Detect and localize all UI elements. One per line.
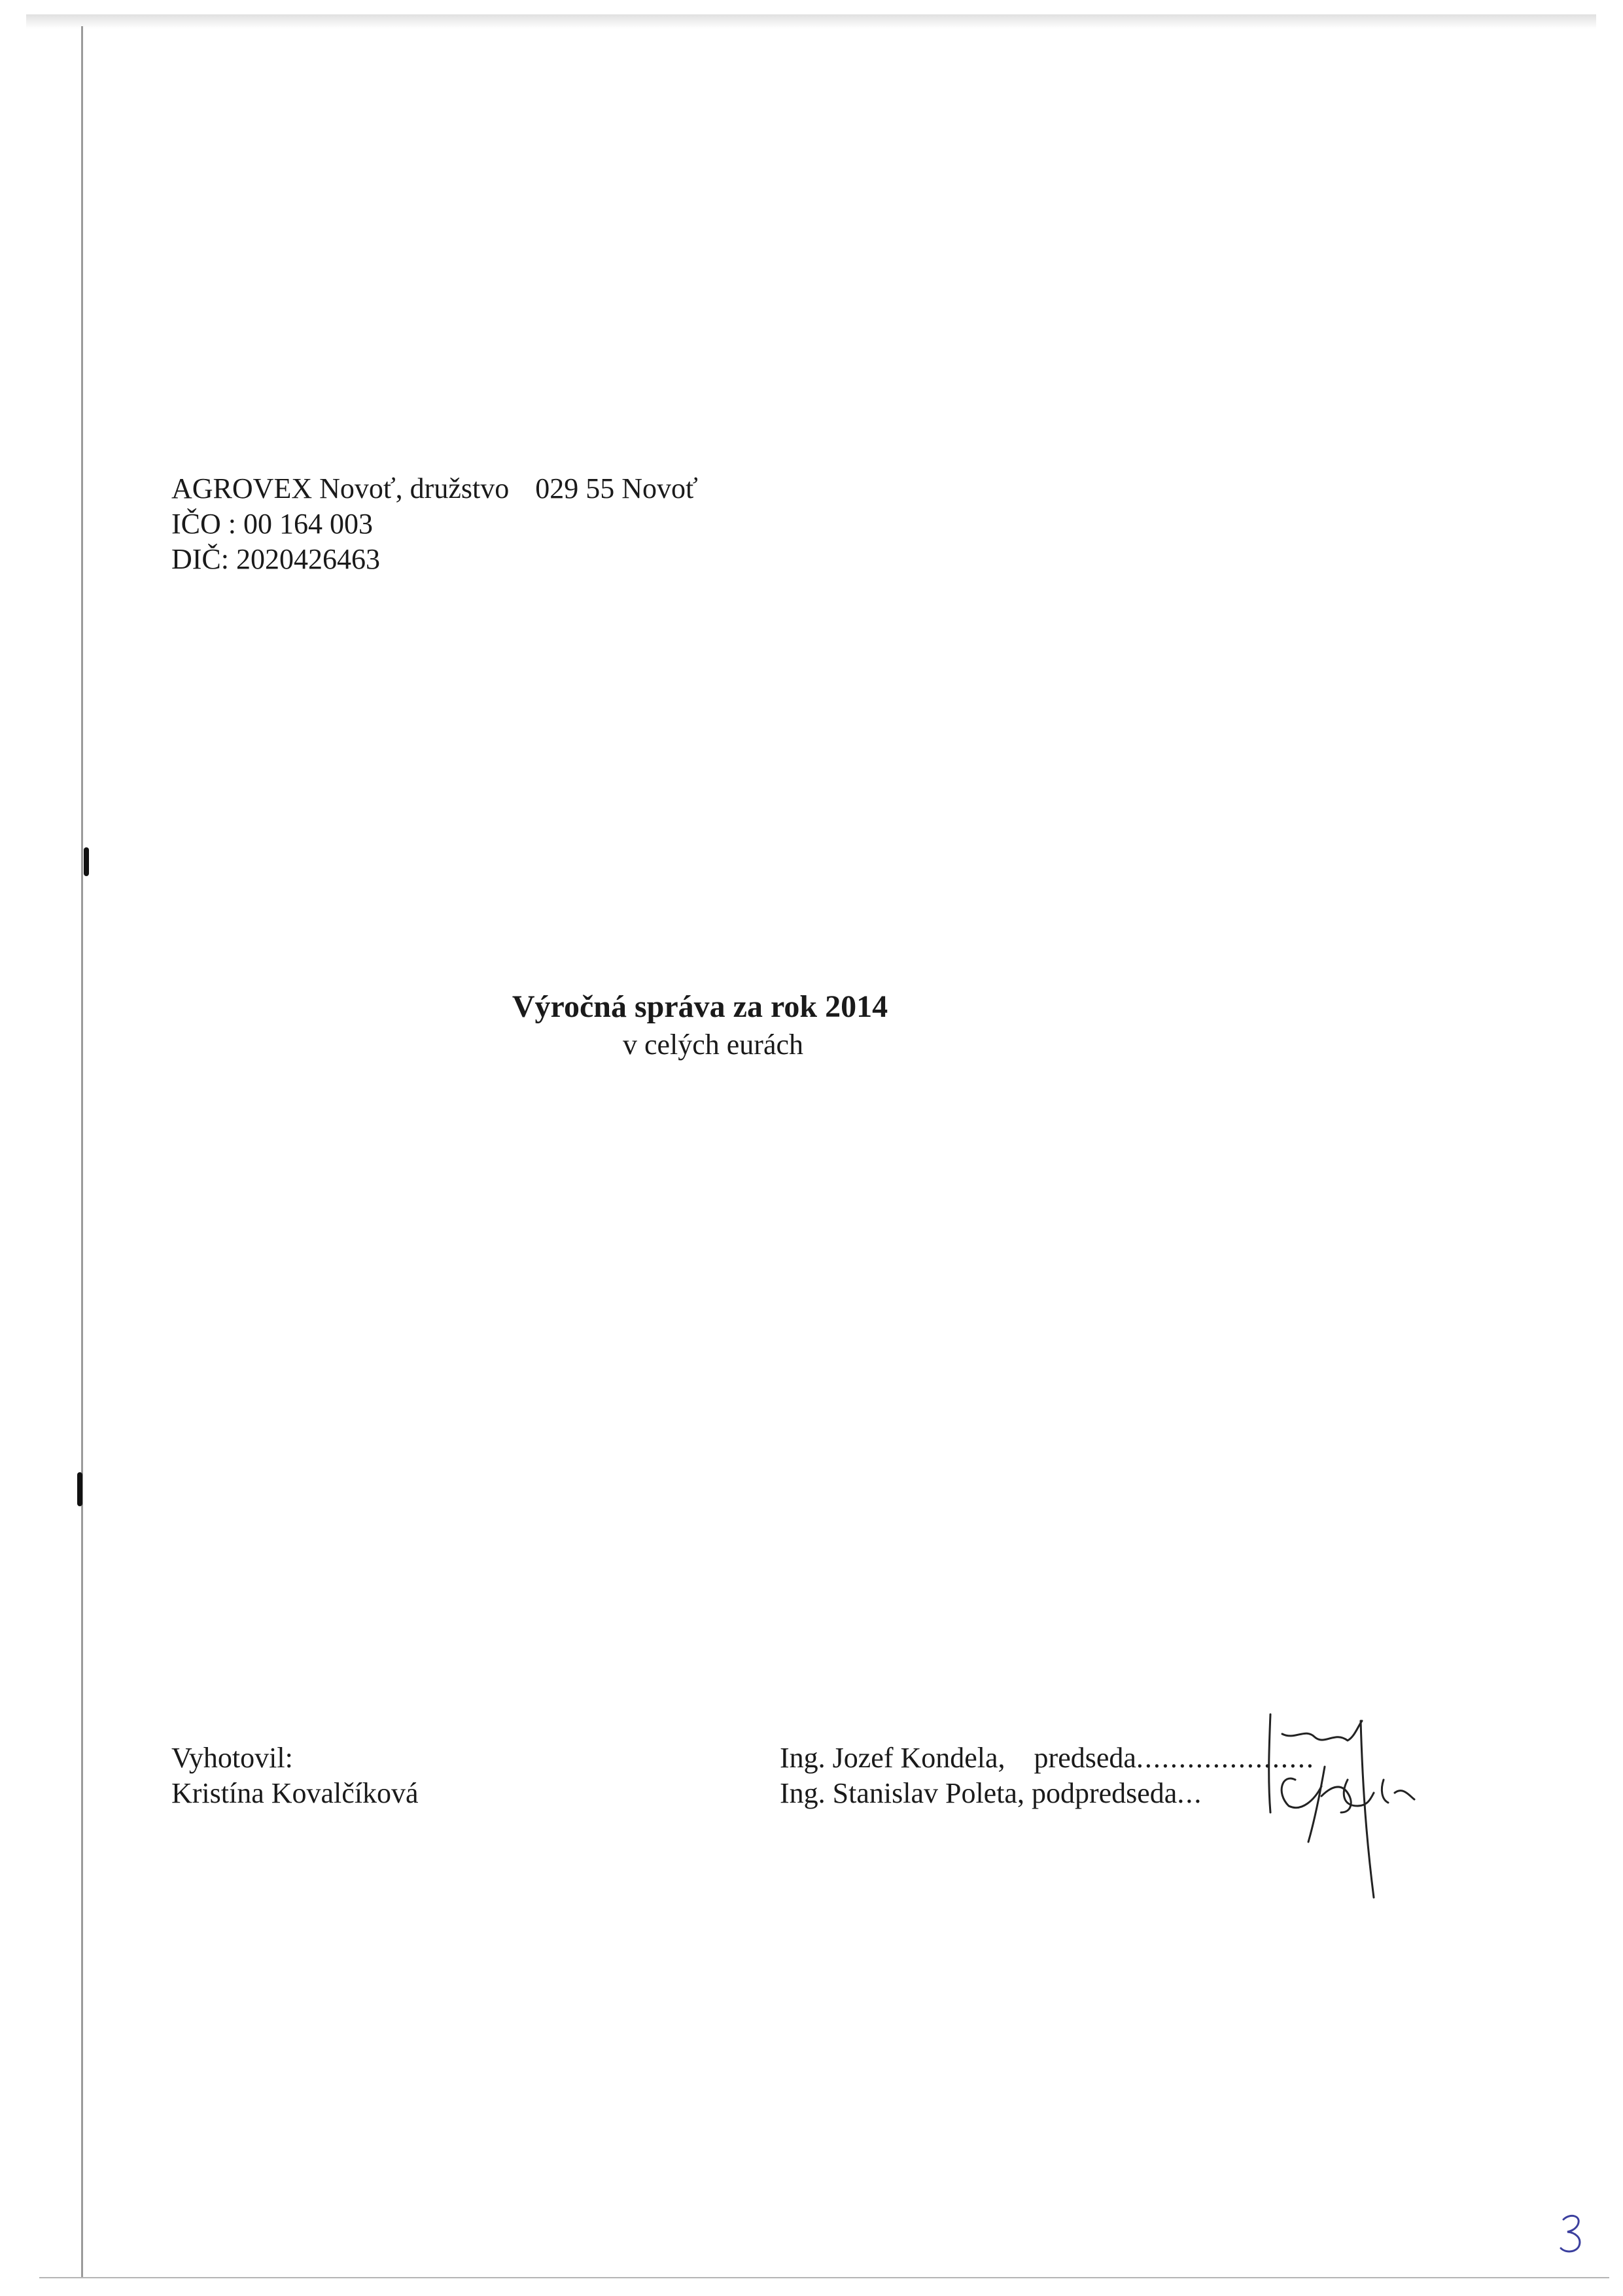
report-title-block xyxy=(0,988,1400,1064)
signature-dots: ..................... xyxy=(1136,1742,1315,1774)
handwritten-page-number xyxy=(1556,2210,1588,2256)
signer-name: Ing. Jozef Kondela, xyxy=(780,1742,1005,1774)
scan-edge-top xyxy=(26,14,1596,29)
report-title: Výročná správa za rok 2014 xyxy=(512,989,888,1024)
scan-edge-left xyxy=(81,26,83,2277)
company-address: 029 55 Novoť xyxy=(535,472,698,504)
company-name: AGROVEX Novoť, družstvo xyxy=(171,472,510,504)
scan-edge-bottom xyxy=(39,2277,1609,2278)
company-header xyxy=(171,471,698,577)
signer-row xyxy=(780,1776,1315,1811)
signer-role: predseda xyxy=(1034,1742,1136,1774)
prepared-by-name: Kristína Kovalčíková xyxy=(171,1777,419,1809)
punch-hole-mark xyxy=(84,847,89,876)
signers-block xyxy=(780,1740,1315,1811)
punch-hole-mark xyxy=(77,1472,82,1506)
company-line xyxy=(171,471,698,506)
signature-dots: ... xyxy=(1177,1777,1203,1809)
signer-row xyxy=(780,1740,1315,1776)
ico-line: IČO : 00 164 003 xyxy=(171,508,373,540)
prepared-by-block xyxy=(171,1740,419,1811)
signer-name: Ing. Stanislav Poleta, xyxy=(780,1777,1024,1809)
prepared-by-label: Vyhotovil: xyxy=(171,1742,293,1774)
report-subtitle: v celých eurách xyxy=(622,1029,804,1061)
dic-line: DIČ: 2020426463 xyxy=(171,543,380,575)
handwritten-signature xyxy=(1243,1708,1465,1904)
signer-role: podpredseda xyxy=(1031,1777,1178,1809)
